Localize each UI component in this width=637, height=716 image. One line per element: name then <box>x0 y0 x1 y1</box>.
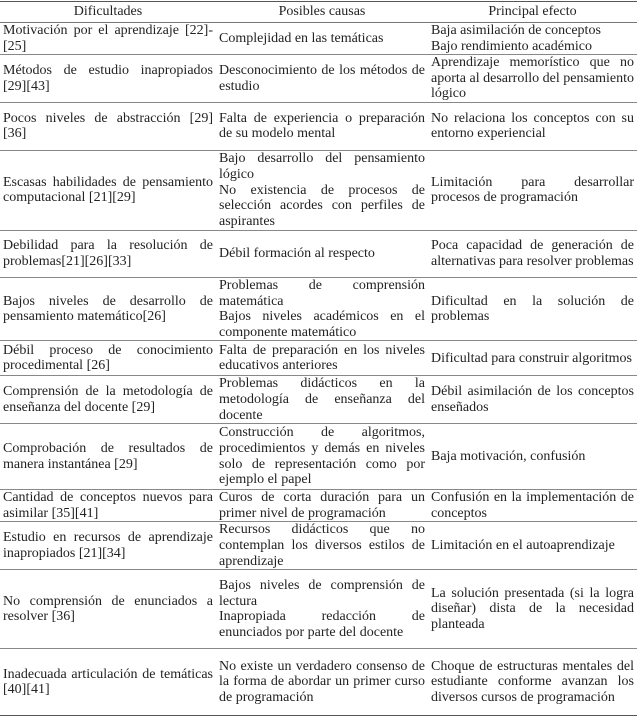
cell-text: Desconocimiento de los métodos de estudio <box>219 62 425 94</box>
cell-text: Débil proceso de conocimiento procedimental [26] <box>3 342 213 374</box>
cell-text: Débil asimilación de los conceptos enseñados <box>431 384 634 415</box>
cell-causas <box>216 490 428 522</box>
cell-text: Cantidad de conceptos nuevos para asimilar [35][41] <box>3 490 213 521</box>
cell-text: Débil formación al respecto <box>219 246 375 262</box>
cell-text: Construcción de algoritmos, procedimientos y demás en niveles solo de representación como por ejemplo el papel <box>219 425 425 488</box>
cell-efecto <box>428 570 637 649</box>
cell-text: Recursos didácticos que no contemplan los diversos estilos de aprendizaje <box>219 522 425 569</box>
cell-dificultad <box>0 376 216 424</box>
cell-efecto <box>428 55 637 103</box>
cell-causas <box>216 150 428 230</box>
table-row <box>0 102 637 150</box>
cell-efecto <box>428 376 637 424</box>
cell-dificultad <box>0 341 216 376</box>
table-row <box>0 230 637 277</box>
cell-text: Choque de estructuras mentales del estudiante conforme avanzan los diversos cursos de programación <box>431 658 634 705</box>
cell-text: La solución presentada (si la logra diseñar) dista de la necesidad planteada <box>431 585 634 632</box>
cell-causas <box>216 424 428 490</box>
cell-causas <box>216 55 428 103</box>
cell-dificultad <box>0 570 216 649</box>
cell-efecto <box>428 424 637 490</box>
cell-text: Curos de corta duración para un primer nivel de programación <box>219 490 425 521</box>
cell-text: Inadecuada articulación de temáticas [40][41] <box>3 666 213 698</box>
cell-causas <box>216 23 428 55</box>
cell-text: Poca capacidad de generación de alternativas para resolver problemas <box>431 238 634 269</box>
cell-text: Comprensión de la metodología de enseñanza del docente [29] <box>3 384 213 415</box>
cell-dificultad <box>0 490 216 522</box>
table-row <box>0 649 637 716</box>
cell-text: No comprensión de enunciados a resolver [36] <box>3 593 213 625</box>
cell-efecto <box>428 522 637 570</box>
cell-causas <box>216 230 428 277</box>
table-row <box>0 570 637 649</box>
table-row <box>0 376 637 424</box>
cell-causas <box>216 341 428 376</box>
cell-causas <box>216 277 428 340</box>
cell-text: Problemas didácticos en la metodología de enseñanza del docente <box>219 376 425 423</box>
cell-dificultad <box>0 522 216 570</box>
table-row <box>0 277 637 340</box>
cell-text: Bajos niveles de comprensión de lectura <box>219 577 425 609</box>
cell-dificultad <box>0 102 216 150</box>
cell-text: Baja asimilación de conceptos <box>431 23 601 38</box>
cell-text: Bajos niveles académicos en el componente matemático <box>219 309 425 340</box>
table-body <box>0 23 637 716</box>
cell-dificultad <box>0 649 216 716</box>
cell-text: No existe un verdadero consenso de la forma de abordar un primer curso de programación <box>219 658 425 705</box>
cell-text: Estudio en recursos de aprendizaje inapropiados [21][34] <box>3 530 213 561</box>
table-row <box>0 341 637 376</box>
table-row <box>0 490 637 522</box>
cell-text: Pocos niveles de abstracción [29][36] <box>3 110 213 142</box>
header-posibles-causas: Posibles causas <box>216 2 428 23</box>
header-dificultades: Dificultades <box>0 2 216 23</box>
cell-text: Bajos niveles de desarrollo de pensamiento matemático[26] <box>3 293 213 325</box>
cell-text: Comprobación de resultados de manera instantánea [29] <box>3 441 213 472</box>
cell-efecto <box>428 649 637 716</box>
cell-dificultad <box>0 424 216 490</box>
cell-dificultad <box>0 55 216 103</box>
cell-causas <box>216 376 428 424</box>
table-row <box>0 55 637 103</box>
cell-dificultad <box>0 23 216 55</box>
cell-efecto <box>428 341 637 376</box>
cell-causas <box>216 522 428 570</box>
cell-causas <box>216 570 428 649</box>
cell-text: Debilidad para la resolución de problemas[21][26][33] <box>3 238 213 269</box>
cell-text: Inapropiada redacción de enunciados por parte del docente <box>219 609 425 640</box>
cell-text: Problemas de comprensión matemática <box>219 277 425 309</box>
cell-efecto <box>428 23 637 55</box>
cell-text: Dificultad en la solución de problemas <box>431 293 634 325</box>
cell-text: Bajo rendimiento académico <box>431 38 592 54</box>
cell-dificultad <box>0 277 216 340</box>
cell-text: Limitación para desarrollar procesos de programación <box>431 174 634 206</box>
cell-dificultad <box>0 230 216 277</box>
cell-text: Bajo desarrollo del pensamiento lógico <box>219 151 425 183</box>
cell-text: No existencia de procesos de selección acordes con perfiles de aspirantes <box>219 182 425 229</box>
cell-text: Escasas habilidades de pensamiento computacional [21][29] <box>3 174 213 206</box>
cell-efecto <box>428 490 637 522</box>
cell-text: Confusión en la implementación de conceptos <box>431 490 634 521</box>
cell-text: Falta de experiencia o preparación de su modelo mental <box>219 110 425 142</box>
cell-dificultad <box>0 150 216 230</box>
cell-causas <box>216 102 428 150</box>
cell-efecto <box>428 277 637 340</box>
table-row <box>0 522 637 570</box>
cell-text: Aprendizaje memorístico que no aporta al desarrollo del pensamiento lógico <box>431 55 634 102</box>
cell-text: Limitación en el autoaprendizaje <box>431 537 615 553</box>
cell-text: Métodos de estudio inapropiados [29][43] <box>3 62 213 94</box>
cell-text: No relaciona los conceptos con su entorno experiencial <box>431 110 634 142</box>
cell-text: Complejidad en las temáticas <box>219 30 384 46</box>
cell-text: Falta de preparación en los niveles educativos anteriores <box>219 342 425 374</box>
difficulties-table <box>0 1 637 716</box>
cell-text: Dificultad para construir algoritmos <box>431 350 632 366</box>
cell-text: Motivación por el aprendizaje [22]-[25] <box>3 23 213 54</box>
cell-efecto <box>428 102 637 150</box>
table-row <box>0 150 637 230</box>
cell-text: Baja motivación, confusión <box>431 448 586 464</box>
header-principal-efecto: Principal efecto <box>428 2 637 23</box>
cell-efecto <box>428 150 637 230</box>
table-header-row <box>0 2 637 23</box>
cell-causas <box>216 649 428 716</box>
cell-efecto <box>428 230 637 277</box>
table-row <box>0 424 637 490</box>
table-row <box>0 23 637 55</box>
